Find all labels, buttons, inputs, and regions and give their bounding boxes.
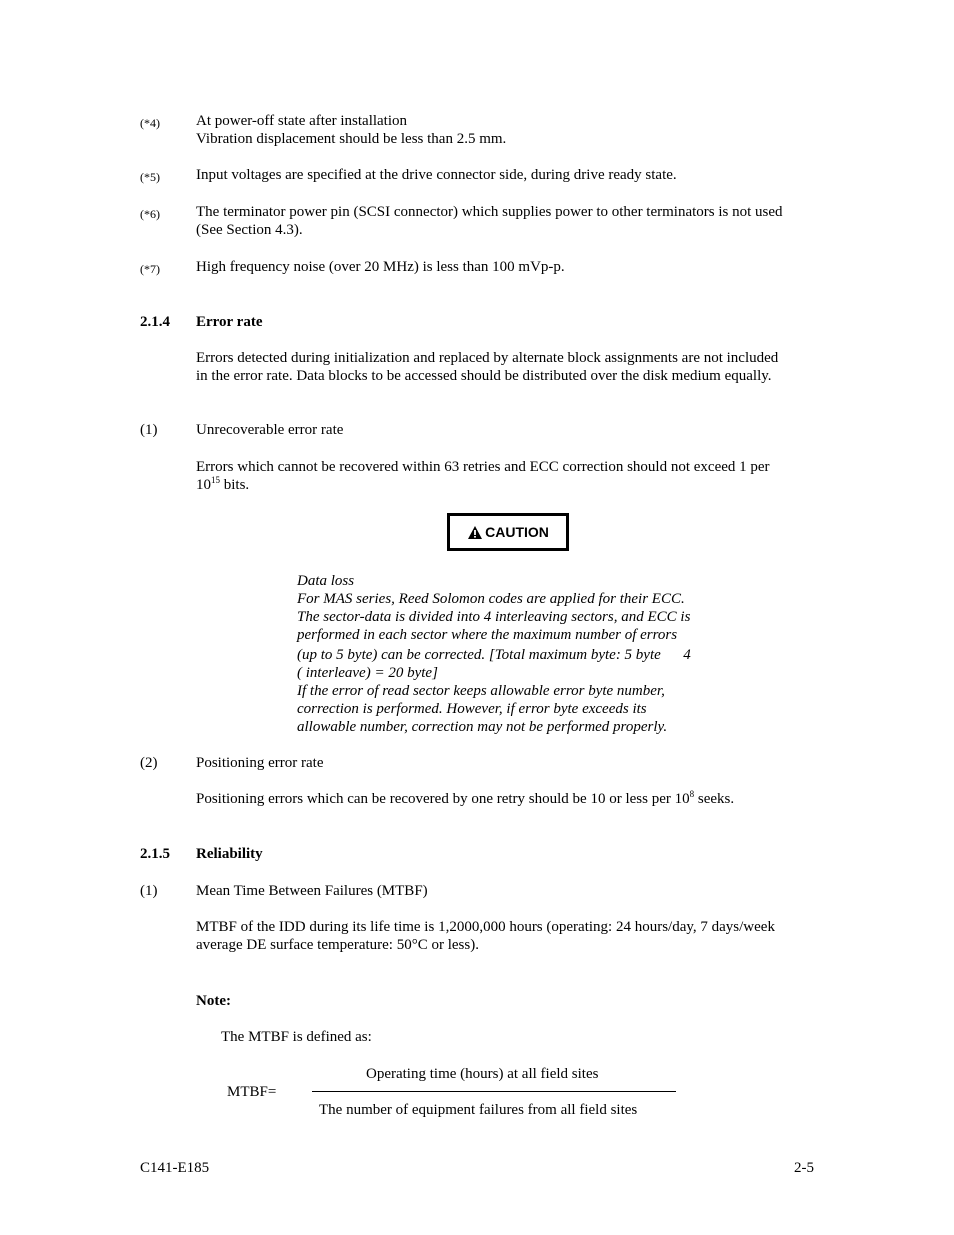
note-text-line: At power-off state after installation [196,113,408,129]
paragraph-line: Errors detected during initialization and replaced by alternate block assignments are not included [196,350,779,366]
exponent: 8 [689,789,695,799]
text-head: Positioning errors which can be recovered by one retry should be 10 or less per 10 [196,791,690,807]
fraction-line [312,1091,676,1092]
section-title: Error rate [196,314,263,330]
caution-line: If the error of read sector keeps allowable error byte number, [297,683,665,699]
formula-lhs: MTBF= [227,1084,277,1100]
note-text-line: Input voltages are specified at the drive connector side, during drive ready state. [196,167,677,183]
note-text-line: The terminator power pin (SCSI connector) which supplies power to other terminators is not used [196,204,783,220]
note-mark: (*7) [140,262,160,276]
caution-line: (up to 5 byte) can be corrected. [Total maximum byte: 5 byte 4 [297,647,691,663]
caution-label: CAUTION [485,524,549,540]
item-title: Positioning error rate [196,755,324,771]
note-text-line: Vibration displacement should be less than 2.5 mm. [196,131,507,147]
paragraph-line-with-exponent [196,476,249,494]
section-number: 2.1.5 [140,846,170,862]
note-text-line: High frequency noise (over 20 MHz) is less than 100 mVp-p. [196,259,565,275]
caution-box [447,513,569,551]
caution-line: performed in each sector where the maximum number of errors [297,627,678,643]
note-label: Note: [196,993,231,1009]
paragraph-line: in the error rate. Data blocks to be accessed should be distributed over the disk medium equally. [196,368,772,384]
note-text-line: (See Section 4.3). [196,222,303,238]
caution-line: The sector-data is divided into 4 interleaving sectors, and ECC is [297,609,691,625]
note-mark: (*5) [140,170,160,184]
footer-doc-id: C141-E185 [140,1160,210,1176]
paragraph-line: Errors which cannot be recovered within 63 retries and ECC correction should not exceed 1 per [196,459,770,475]
exponent: 15 [211,475,220,485]
section-number: 2.1.4 [140,314,170,330]
section-title: Reliability [196,846,263,862]
formula-denominator: The number of equipment failures from all field sites [319,1102,638,1118]
formula-numerator: Operating time (hours) at all field sites [366,1066,599,1082]
exponent-base: 10 [196,477,211,493]
item-title: Unrecoverable error rate [196,422,344,438]
footer-page-number: 2-5 [794,1160,814,1176]
caution-line: ( interleave) = 20 byte] [297,665,438,681]
warning-icon [467,525,483,540]
caution-line: allowable number, correction may not be performed properly. [297,719,668,735]
paragraph-line: MTBF of the IDD during its life time is 1,2000,000 hours (operating: 24 hours/day, 7 days/week [196,919,775,935]
item-number: (1) [140,422,158,438]
item-title: Mean Time Between Failures (MTBF) [196,883,428,899]
text-tail: bits. [220,477,250,493]
note-mark: (*6) [140,207,160,221]
item-number: (1) [140,883,158,899]
paragraph-line-with-exponent [196,790,734,808]
note-mark: (*4) [140,116,160,130]
caution-line: correction is performed. However, if error byte exceeds its [297,701,647,717]
caution-line: For MAS series, Reed Solomon codes are applied for their ECC. [297,591,685,607]
text-tail: seeks. [694,791,735,807]
caution-line: Data loss [297,573,355,589]
paragraph-line: average DE surface temperature: 50°C or less). [196,937,479,953]
item-number: (2) [140,755,158,771]
note-text: The MTBF is defined as: [221,1029,372,1045]
